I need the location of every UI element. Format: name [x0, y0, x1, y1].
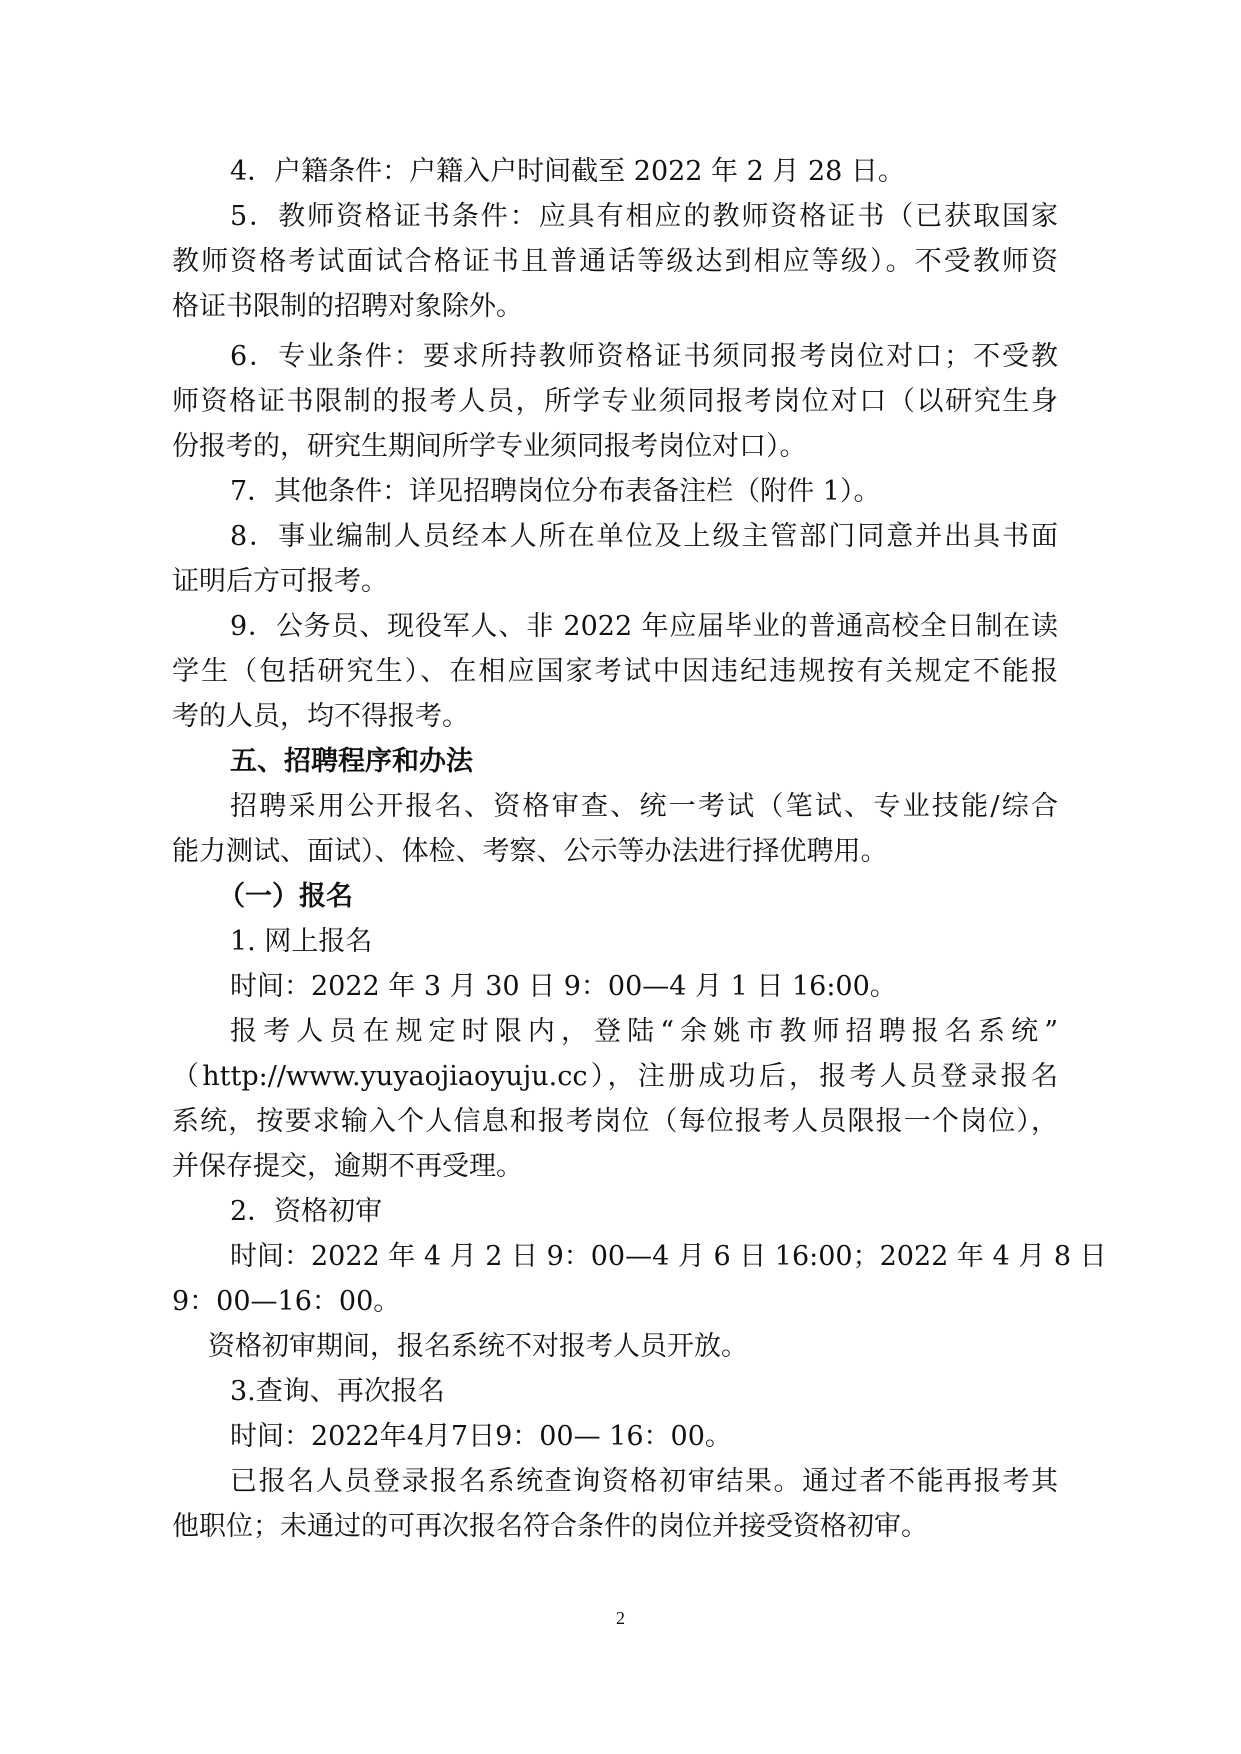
paragraph-line: 时间：2022 年 4 月 2 日 9：00—4 月 6 日 16:00；2022 年 4 月 8 日: [230, 1241, 1107, 1272]
paragraph-line: 4．户籍条件：户籍入户时间截至 2022 年 2 月 28 日。: [230, 156, 905, 187]
paragraph-line: 时间：2022 年 3 月 30 日 9：00—4 月 1 日 16:00。: [230, 971, 897, 1002]
paragraph-line: （http://www.yuyaojiaoyuju.cc），注册成功后，报考人员登录报名: [172, 1061, 1058, 1092]
paragraph-line: 报考人员在规定时限内，登陆“余姚市教师招聘报名系统”: [230, 1016, 1058, 1047]
paragraph-line: 5．教师资格证书条件：应具有相应的教师资格证书（已获取国家: [230, 201, 1058, 232]
paragraph-line: 9．公务员、现役军人、非 2022 年应届毕业的普通高校全日制在读: [230, 611, 1058, 642]
page-number: 2: [616, 1608, 625, 1628]
paragraph-line: 已报名人员登录报名系统查询资格初审结果。通过者不能再报考其: [230, 1466, 1058, 1497]
section-heading: （一）报名: [218, 881, 353, 912]
paragraph-line: 3.查询、再次报名: [230, 1376, 445, 1407]
paragraph-line: 学生（包括研究生）、在相应国家考试中因违纪违规按有关规定不能报: [172, 656, 1058, 687]
paragraph-line: 时间：2022年4月7日9：00— 16：00。: [230, 1421, 732, 1452]
paragraph-line: 资格初审期间，报名系统不对报考人员开放。: [208, 1331, 748, 1362]
paragraph-line: 9：00—16：00。: [172, 1286, 401, 1317]
paragraph-line: 并保存提交，逾期不再受理。: [172, 1151, 523, 1182]
paragraph-line: 系统，按要求输入个人信息和报考岗位（每位报考人员限报一个岗位），: [172, 1106, 1058, 1137]
paragraph-line: 2．资格初审: [230, 1196, 383, 1227]
paragraph-line: 证明后方可报考。: [172, 566, 388, 597]
paragraph-line: 考的人员，均不得报考。: [172, 701, 469, 732]
paragraph-line: 他职位；未通过的可再次报名符合条件的岗位并接受资格初审。: [172, 1511, 928, 1542]
paragraph-line: 6．专业条件：要求所持教师资格证书须同报考岗位对口；不受教: [230, 341, 1058, 372]
paragraph-line: 师资格证书限制的报考人员，所学专业须同报考岗位对口（以研究生身: [172, 386, 1058, 417]
paragraph-line: 格证书限制的招聘对象除外。: [172, 291, 523, 322]
paragraph-line: 份报考的，研究生期间所学专业须同报考岗位对口）。: [172, 431, 807, 462]
paragraph-line: 7．其他条件：详见招聘岗位分布表备注栏（附件 1）。: [230, 476, 881, 507]
section-heading: 五、招聘程序和办法: [230, 746, 473, 777]
paragraph-line: 教师资格考试面试合格证书且普通话等级达到相应等级）。不受教师资: [172, 246, 1058, 277]
paragraph-line: 能力测试、面试）、体检、考察、公示等办法进行择优聘用。: [172, 836, 888, 867]
paragraph-line: 招聘采用公开报名、资格审查、统一考试（笔试、专业技能/综合: [230, 791, 1058, 822]
paragraph-line: 1. 网上报名: [230, 926, 373, 957]
paragraph-line: 8．事业编制人员经本人所在单位及上级主管部门同意并出具书面: [230, 521, 1058, 552]
